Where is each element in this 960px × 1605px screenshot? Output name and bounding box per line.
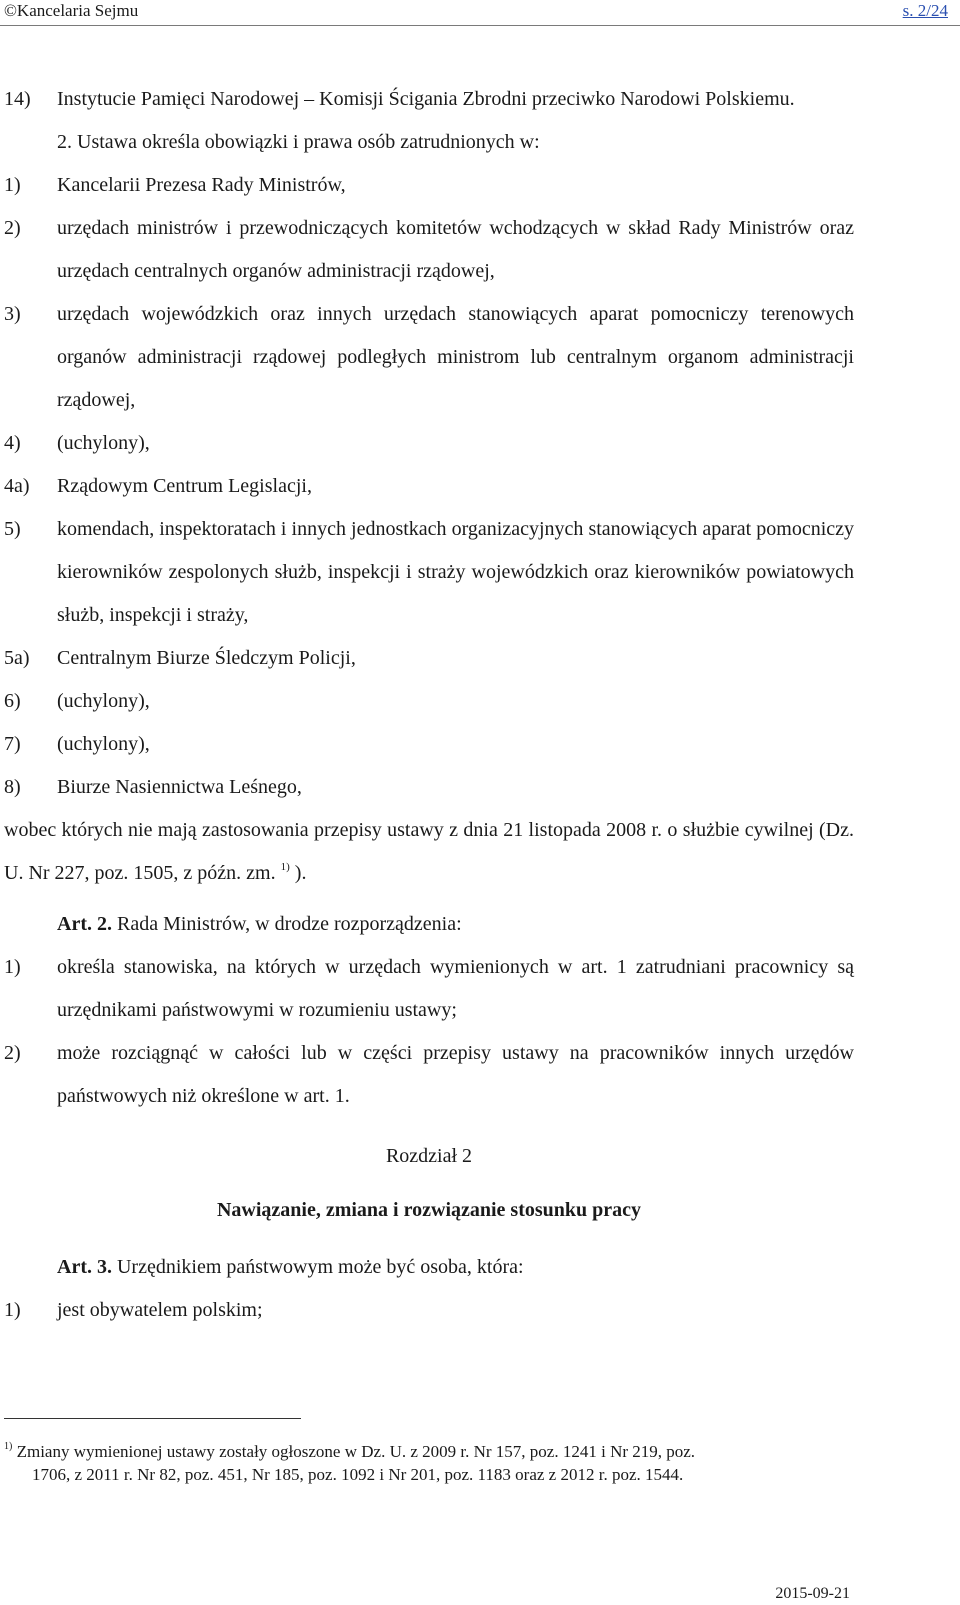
article-3-label: Art. 3. — [57, 1256, 112, 1278]
list-item — [4, 422, 854, 465]
item-number: 1) — [4, 174, 21, 196]
list-item — [4, 293, 854, 422]
list-item — [4, 207, 854, 293]
list-item — [4, 637, 854, 680]
item-number: 8) — [4, 776, 21, 798]
list-item — [4, 723, 854, 766]
footnote-marker: 1) — [4, 1441, 13, 1452]
list-item — [4, 164, 854, 207]
footnote-line-1: Zmiany wymienionej ustawy zostały ogłoszone w Dz. U. z 2009 r. Nr 157, poz. 1241 i Nr 219, poz. — [12, 1442, 696, 1461]
item-number: 14) — [4, 88, 31, 110]
list-item — [4, 508, 854, 637]
item-text: jest obywatelem polskim; — [57, 1299, 263, 1321]
item-text: Instytucie Pamięci Narodowej – Komisji Ścigania Zbrodni przeciwko Narodowi Polskiemu. — [57, 88, 795, 110]
list-item — [4, 946, 854, 1032]
article-2-label: Art. 2. — [57, 913, 112, 935]
item-text: Kancelarii Prezesa Rady Ministrów, — [57, 174, 346, 196]
document-date: 2015-09-21 — [775, 1585, 850, 1602]
item-text: Centralnym Biurze Śledczym Policji, — [57, 647, 356, 669]
item-number: 4a) — [4, 475, 30, 497]
item-number: 6) — [4, 690, 21, 712]
list-item — [4, 78, 854, 121]
item-number: 2) — [4, 217, 21, 239]
item-text: komendach, inspektoratach i innych jednostkach organizacyjnych stanowiących aparat pomocniczy kierowników zespolonych służb, inspekcji i straży wojewódzkich oraz kierowników powiatowych służb, inspekcji i straży, — [57, 518, 854, 626]
list-item — [4, 766, 854, 809]
item-number: 1) — [4, 1299, 21, 1321]
item-text: może rozciągnąć w całości lub w części przepisy ustawy na pracowników innych urzędów państwowych niż określone w art. 1. — [57, 1042, 854, 1107]
footnote — [4, 1440, 854, 1486]
header-source: ©Kancelaria Sejmu — [4, 1, 139, 20]
article-3-lead — [4, 1246, 854, 1289]
header-rule — [0, 25, 960, 26]
item-number: 3) — [4, 303, 21, 325]
item-text: Biurze Nasiennictwa Leśnego, — [57, 776, 302, 798]
document-body — [4, 78, 854, 1332]
article-2-lead — [4, 903, 854, 946]
item-text: (uchylony), — [57, 432, 150, 454]
item-number: 5) — [4, 518, 21, 540]
item-number: 5a) — [4, 647, 30, 669]
item-text: (uchylony), — [57, 690, 150, 712]
item-text: określa stanowiska, na których w urzędach wymienionych w art. 1 zatrudniani pracownicy są urzędnikami państwowymi w rozumieniu ustawy; — [57, 956, 854, 1021]
closing-text: wobec których nie mają zastosowania przepisy ustawy z dnia 21 listopada 2008 r. o służbie cywilnej (Dz. U. Nr 227, poz. 1505, z późn. zm. — [4, 819, 854, 884]
page-header — [0, 0, 960, 22]
item-number: 2) — [4, 1042, 21, 1064]
item-number: 7) — [4, 733, 21, 755]
item-number: 1) — [4, 956, 21, 978]
item-number: 4) — [4, 432, 21, 454]
list-item — [4, 1289, 854, 1332]
list-item — [4, 1032, 854, 1118]
closing-end: ). — [289, 862, 307, 884]
header-page-link[interactable]: s. 2/24 — [902, 1, 948, 20]
item-text: Rządowym Centrum Legislacji, — [57, 475, 312, 497]
footnote-separator — [4, 1418, 301, 1419]
chapter-number: Rozdział 2 — [385, 1145, 473, 1167]
item-text: urzędach ministrów i przewodniczących komitetów wchodzących w skład Rady Ministrów oraz urzędach centralnych organów administracji rządowej, — [57, 217, 854, 282]
article-3-text: Urzędnikiem państwowym może być osoba, która: — [111, 1256, 524, 1278]
item-text: urzędach wojewódzkich oraz innych urzędach stanowiących aparat pomocniczy terenowych organów administracji rządowej podległych ministrom lub centralnym organom administracji rządowej, — [57, 303, 854, 411]
article-2-text: Rada Ministrów, w drodze rozporządzenia: — [111, 913, 462, 935]
paragraph-lead: 2. Ustawa określa obowiązki i prawa osób zatrudnionych w: — [57, 131, 540, 153]
footnote-line-2: 1706, z 2011 r. Nr 82, poz. 451, Nr 185, poz. 1092 i Nr 201, poz. 1183 oraz z 2012 r. poz. 1544. — [32, 1465, 684, 1484]
closing-paragraph — [4, 809, 854, 895]
list-item — [4, 465, 854, 508]
chapter-title: Nawiązanie, zmiana i rozwiązanie stosunku pracy — [216, 1199, 642, 1221]
item-text: (uchylony), — [57, 733, 150, 755]
list-item — [4, 680, 854, 723]
footnote-reference[interactable]: 1) — [280, 861, 290, 873]
